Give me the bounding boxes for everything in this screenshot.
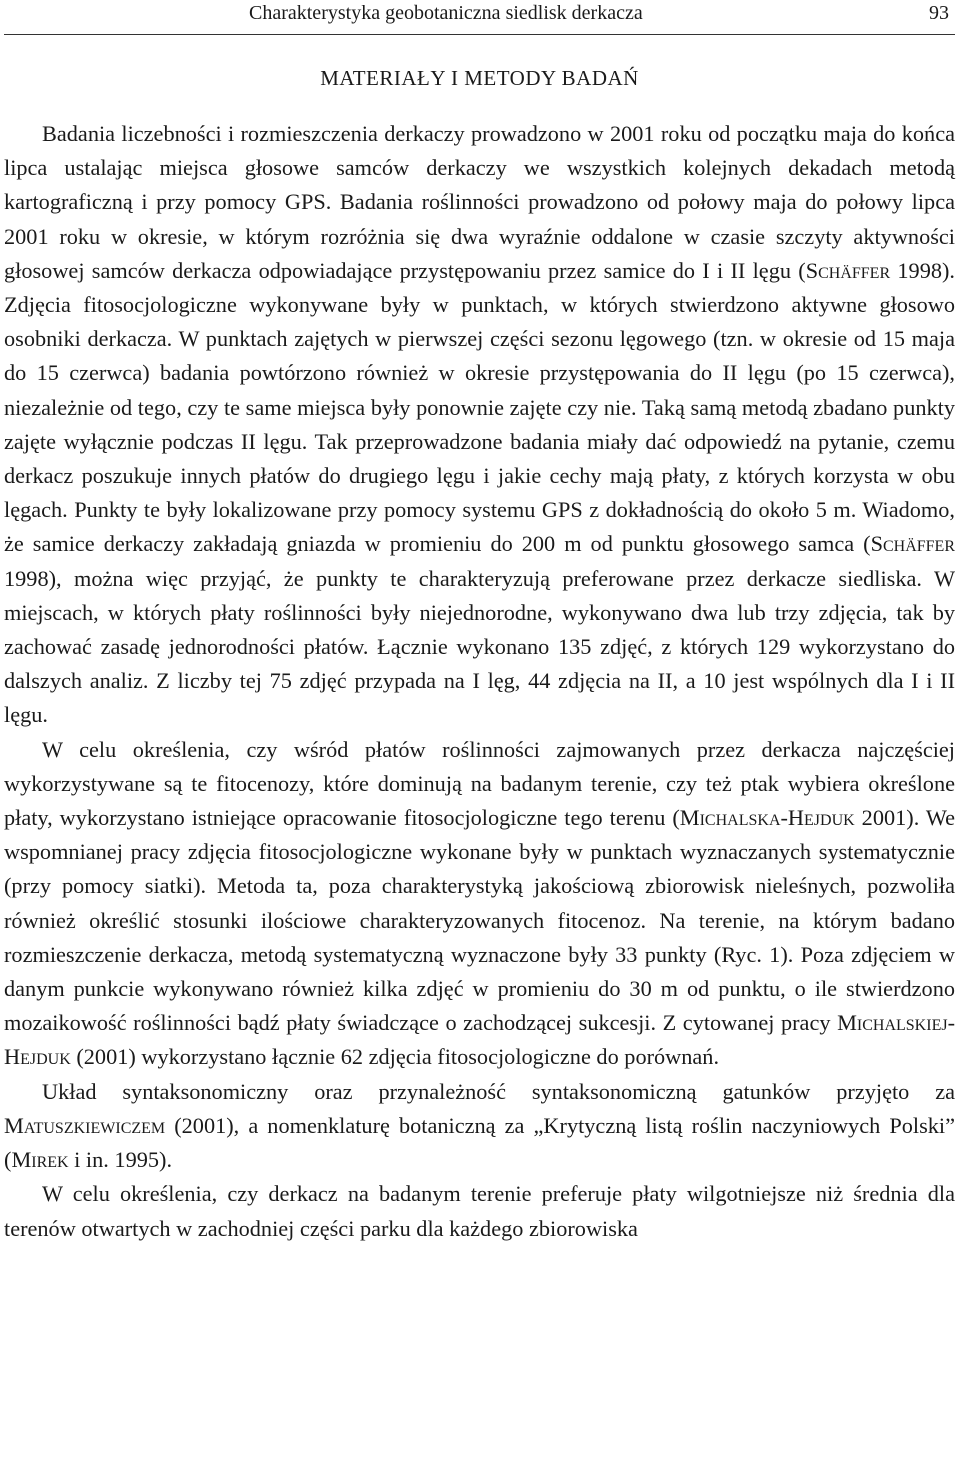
paragraph-text: i in. 1995). bbox=[68, 1147, 173, 1173]
paragraph-text: (2001) wykorzystano łącznie 62 zdjęcia fitosocjologiczne do porównań. bbox=[70, 1044, 720, 1070]
paragraph-2 bbox=[4, 733, 955, 1075]
author-citation: Mirek bbox=[11, 1147, 69, 1173]
paragraph-3 bbox=[4, 1075, 955, 1178]
paragraph-text: Badania liczebności i rozmieszczenia derkaczy prowadzono w 2001 roku od początku maja do końca lipca ustalając miejsca głosowe samców derkaczy we wszystkich kolejnych dekadach metodą kartograficzną i przy pomocy GPS. Badania roślinności prowadzono od połowy maja do połowy lipca 2001 roku w okresie, w którym rozróżnia się dwa wyraźnie oddalone w czasie szczyty aktywności głosowej samców derkacza odpowiadające przystępowaniu przez samice do I i II lęgu ( bbox=[4, 121, 955, 283]
paragraph-text: (2001), a nomenklaturę botaniczną za „Krytyczną listą roślin naczyniowych Polski” ( bbox=[4, 1112, 955, 1173]
section-heading: MATERIAŁY I METODY BADAŃ bbox=[320, 66, 639, 90]
paragraph-4 bbox=[4, 1177, 955, 1245]
author-citation: Michalska-Hejduk bbox=[679, 805, 855, 831]
author-citation: Schäffer bbox=[805, 257, 891, 283]
author-citation: Matuszkiewiczem bbox=[4, 1112, 166, 1138]
running-title: Charakterystyka geobotaniczna siedlisk derkacza bbox=[249, 2, 643, 24]
paragraph-text: W celu określenia, czy derkacz na badanym terenie preferuje płaty wilgotniejsze niż średnia dla terenów otwartych w zachodniej części parku dla każdego zbiorowiska bbox=[4, 1181, 955, 1241]
body-text bbox=[4, 117, 955, 1246]
paragraph-1 bbox=[4, 117, 955, 733]
running-header bbox=[4, 0, 955, 35]
paragraph-text: 1998), można więc przyjąć, że punkty te charakteryzują preferowane przez derkacze siedliska. W miejscach, w których płaty roślinności były niejednorodne, wykonywano dwa lub trzy zdjęcia, tak by zachować zasadę jednorodności płatów. Łącznie wykonano 135 zdjęć, z których 129 wykorzystano do dalszych analiz. Z liczby tej 75 zdjęć przypada na I lęg, 44 zdjęcia na II, a 10 jest wspólnych dla I i II lęgu. bbox=[4, 565, 955, 728]
page-number: 93 bbox=[929, 2, 949, 24]
paragraph-text: 2001). We wspomnianej pracy zdjęcia fitosocjologiczne wykonane były w punktach wyznaczanych systematycznie (przy pomocy siatki). Metoda ta, poza charakterystyką jakościową zbiorowisk nieleśnych, pozwoliła również określić stosunki ilościowe charakteryzowanych fitocenoz. Na terenie, na którym badano rozmieszczenie derkacza, metodą systematyczną wyznaczone były 33 punkty (Ryc. 1). Poza zdjęciem w danym punkcie wykonywano również kilka zdjęć w promieniu do 30 m od punktu, o ile stwierdzono mozaikowość roślinności bądź płaty świadczące o zachodzącej sukcesji. Z cytowanej pracy bbox=[4, 805, 955, 1036]
paragraph-text: W celu określenia, czy wśród płatów roślinności zajmowanych przez derkacza najczęściej wykorzystywane są te fitocenozy, które dominują na badanym terenie, czy też ptak wybiera określone płaty, wykorzystano istniejące opracowanie fitosocjologiczne tego terenu ( bbox=[4, 736, 955, 831]
paragraph-text: Układ syntaksonomiczny oraz przynależność syntaksonomiczną gatunków przyjęto za bbox=[42, 1078, 955, 1104]
paragraph-text: 1998). Zdjęcia fitosocjologiczne wykonywane były w punktach, w których stwierdzono aktywne głosowo osobniki derkacza. W punktach zajętych w pierwszej części sezonu lęgowego (tzn. w okresie od 15 maja do 15 czerwca) badania powtórzono również w okresie przystępowania do II lęgu (po 15 czerwca), niezależnie od tego, czy te same miejsca były ponownie zajęte czy nie. Taką samą metodą zbadano punkty zajęte wyłącznie podczas II lęgu. Tak przeprowadzone badania miały dać odpowiedź na pytanie, czemu derkacz poszukuje innych płatów do drugiego lęgu i jakie cechy mają płaty, z których korzysta w obu lęgach. Punkty te były lokalizowane przy pomocy systemu GPS z dokładnością do około 5 m. Wiadomo, że samice derkaczy zakładają gniazda w promieniu do 200 m od punktu głosowego samca ( bbox=[4, 257, 955, 557]
author-citation: Schäffer bbox=[870, 531, 955, 557]
author-citation: Michalskiej-Hejduk bbox=[4, 1010, 955, 1070]
